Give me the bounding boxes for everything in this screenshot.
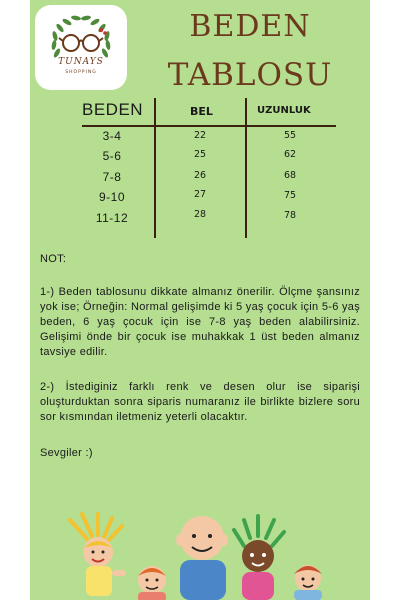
header-size: BEDEN: [82, 100, 144, 119]
brand-name: TUNAYS: [58, 57, 104, 67]
title-line-1: BEDEN: [189, 9, 311, 44]
row-waist: 25: [193, 149, 207, 160]
brand-logo: [35, 5, 127, 90]
row-size: 3-4: [102, 129, 122, 143]
glasses-wreath-icon: [35, 5, 127, 90]
row-size: 5-6: [102, 149, 122, 163]
kids-illustration: [30, 510, 370, 600]
row-length: 75: [283, 190, 297, 201]
table-column-divider: [245, 98, 247, 238]
kid-blonde-icon: [70, 514, 126, 596]
size-chart-card: [30, 0, 370, 600]
row-length: 78: [283, 210, 297, 221]
note-paragraph-1: 1-) Beden tablosunu dikkate almanız önerilir. Ölçme şansınız yok ise; Örneğin: Normal gelişimde ki 5 yaş çocuk için 5-6 yaş beden, 6 yaş çocuk için ise 7-8 yaş beden alabilirsiniz. Gelişimi önde bir çocuk ise muhakkak 1 üst beden almanız tavsiye edilir.: [40, 286, 360, 358]
note-paragraph-2: 2-) İstediginiz farklı renk ve desen olur ise siparişi oluşturduktan sonra siparis numaranız ile birlikte bizlere soru sor kısmından iletmeniz yeterli olacaktır.: [40, 381, 360, 423]
table-column-divider: [154, 98, 156, 238]
title-line-2: TABLOSU: [167, 57, 333, 93]
row-size: 9-10: [98, 190, 126, 204]
row-waist: 27: [193, 189, 207, 200]
brand-subtitle: SHOPPING: [65, 70, 97, 75]
row-size: 11-12: [95, 211, 129, 225]
size-table: [30, 95, 370, 240]
note-heading: NOT:: [40, 253, 67, 265]
row-length: 62: [283, 149, 297, 160]
table-header-divider: [82, 125, 336, 127]
header-length: UZUNLUK: [257, 105, 311, 116]
kid-girl-icon: [294, 565, 322, 600]
row-size: 7-8: [102, 170, 122, 184]
kid-boy-icon: [176, 516, 228, 600]
kid-dreadlocks-icon: [234, 516, 284, 600]
kid-redhead-icon: [138, 566, 166, 600]
row-length: 55: [283, 130, 297, 141]
row-length: 68: [283, 170, 297, 181]
row-waist: 22: [193, 130, 207, 141]
header-waist: BEL: [190, 105, 213, 118]
note-closing: Sevgiler :): [40, 447, 93, 459]
row-waist: 26: [193, 170, 207, 181]
row-waist: 28: [193, 209, 207, 220]
